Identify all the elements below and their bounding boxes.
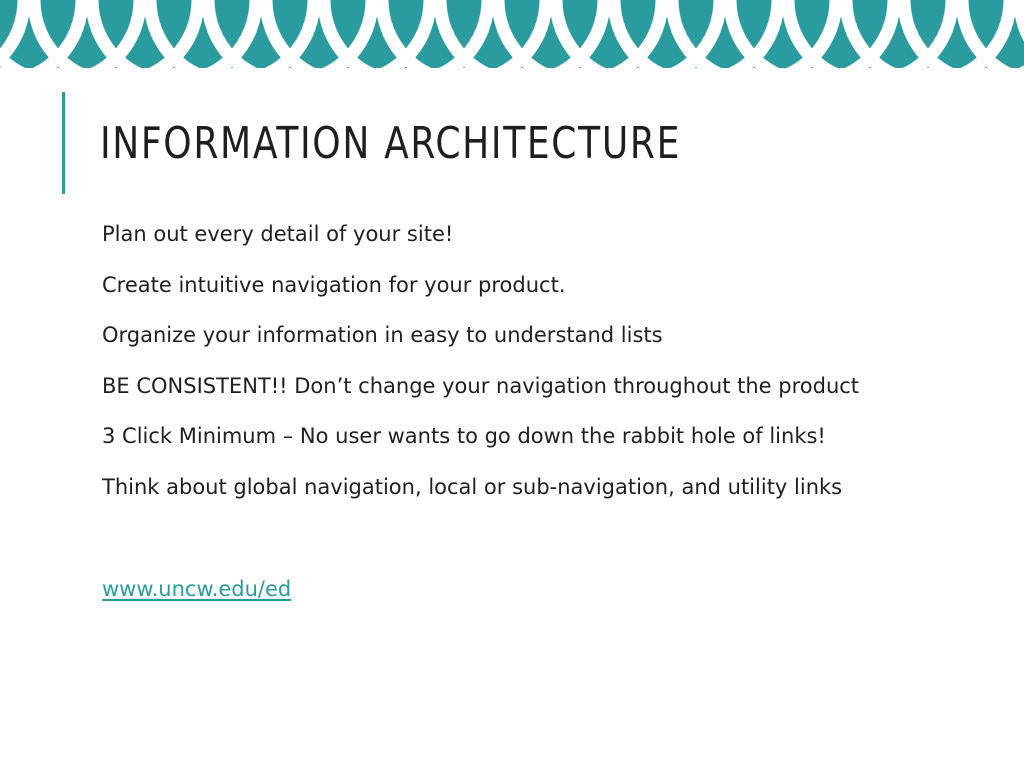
decorative-banner [0, 0, 1024, 68]
title-accent-bar [62, 92, 65, 194]
banner-pattern [0, 0, 1024, 68]
slide-title: INFORMATION ARCHITECTURE [100, 118, 682, 169]
bullet-item: Think about global navigation, local or sub-navigation, and utility links [102, 474, 843, 499]
bullet-list [102, 219, 982, 502]
bullet-item: Organize your information in easy to understand lists [102, 323, 663, 347]
bullet-item: Plan out every detail of your site! [102, 222, 454, 246]
bullet-item: Create intuitive navigation for your product. [102, 272, 566, 297]
website-link[interactable]: www.uncw.edu/ed [102, 577, 292, 601]
slide-body [102, 219, 982, 522]
bullet-item: BE CONSISTENT!! Don’t change your navigation throughout the product [102, 373, 860, 398]
bullet-item: 3 Click Minimum – No user wants to go down the rabbit hole of links! [102, 424, 826, 448]
